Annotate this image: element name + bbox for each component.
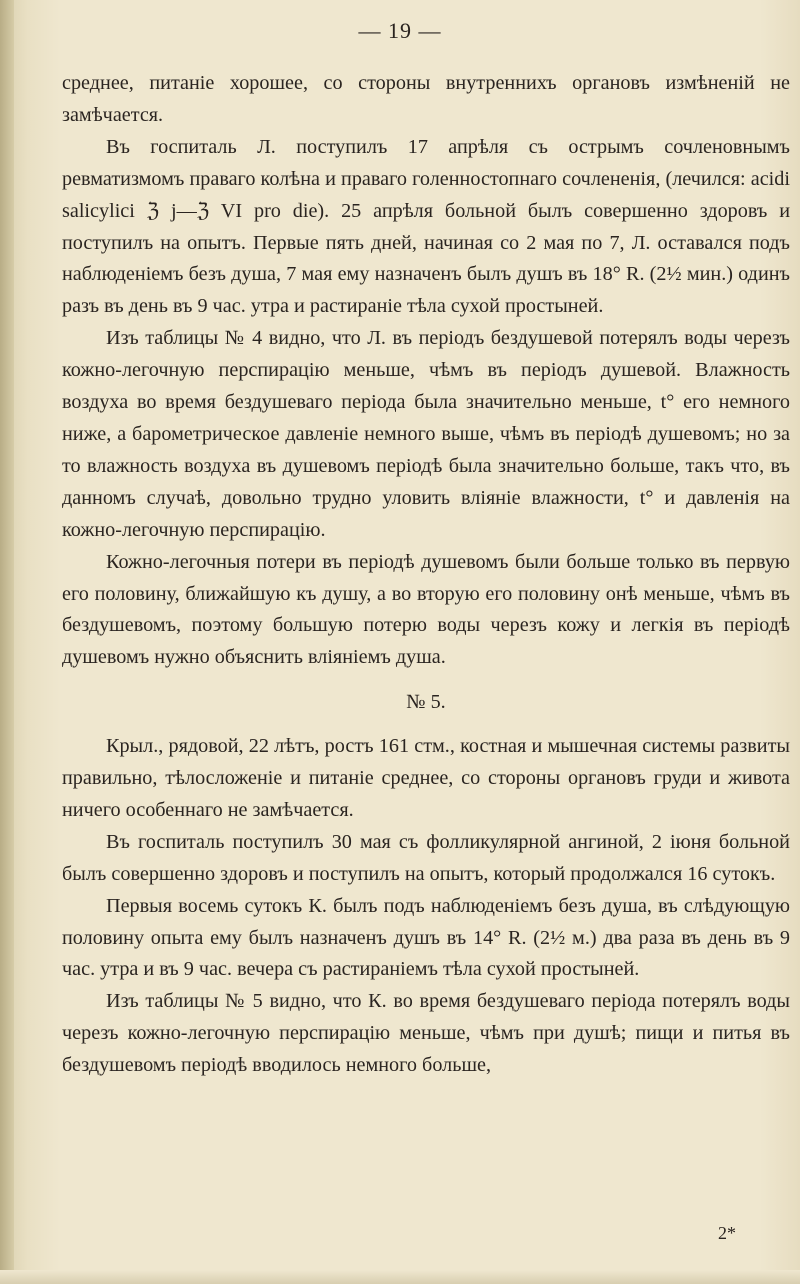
paragraph: Первыя восемь сутокъ К. былъ подъ наблюденіемъ безъ душа, въ слѣдующую половину опыта ему былъ назначенъ душъ въ 14° R. (2½ м.) два раза въ день въ 9 час. утра и въ 9 час. вечера съ растираніемъ тѣла сухой простыней.	[62, 894, 790, 981]
body-text	[62, 68, 790, 1082]
paragraph: Изъ таблицы № 4 видно, что Л. въ періодъ бездушевой потерялъ воды черезъ кожно-легочную перспирацію меньше, чѣмъ въ періодъ душевой. Влажность воздуха во время бездушеваго періода была значительно меньше, t° его немного ниже, а барометрическое давленіе немного выше, чѣмъ въ періодѣ душевомъ; но за то влажность воздуха въ душевомъ періодѣ была значительно больше, такъ что, въ данномъ случаѣ, довольно трудно уловить вліяніе влажности, t° и давленія на кожно-легочную перспирацію.	[62, 327, 790, 541]
paragraph: Въ госпиталь поступилъ 30 мая съ фолликулярной ангиной, 2 іюня больной былъ совершенно здоровъ и поступилъ на опытъ, который продолжался 16 сутокъ.	[62, 830, 790, 885]
paragraph: Кожно-легочныя потери въ періодѣ душевомъ были больше только въ первую его половину, ближайшую къ душу, а во вторую его половину онѣ меньше, чѣмъ въ бездушевомъ, поэтому большую потерю воды черезъ кожу и легкія въ періодѣ душевомъ нужно объяснить вліяніемъ душа.	[62, 550, 790, 669]
paragraph: Изъ таблицы № 5 видно, что К. во время бездушеваго періода потерялъ воды черезъ кожно-легочную перспирацію меньше, чѣмъ при душѣ; пищи и питья въ бездушевомъ періодѣ вводилось немного больше,	[62, 990, 790, 1077]
page-number: — 19 —	[358, 18, 442, 43]
paragraph: Крыл., рядовой, 22 лѣтъ, ростъ 161 стм., костная и мышечная системы развиты правильно, тѣлосложеніе и питаніе среднее, со стороны органовъ груди и живота ничего особеннаго не замѣчается.	[62, 735, 790, 821]
section-heading: № 5.	[406, 691, 446, 714]
signature-mark: 2*	[718, 1223, 736, 1243]
binding-gutter	[0, 0, 14, 1284]
page-bottom-edge	[0, 1270, 800, 1284]
paragraph: среднее, питаніе хорошее, со стороны внутреннихъ органовъ измѣненій не замѣчается.	[62, 72, 790, 126]
paragraph: Въ госпиталь Л. поступилъ 17 апрѣля съ острымъ сочленовнымъ ревматизмомъ праваго колѣна и праваго голенностопнаго сочлененія, (лечился: acidi salicylici ℨ j—ℨ VI pro die). 25 апрѣля больной былъ совершенно здоровъ и поступилъ на опытъ. Первые пять дней, начиная со 2 мая по 7, Л. оставался подъ наблюденіемъ безъ душа, 7 мая ему назначенъ былъ душъ въ 18° R. (2½ мин.) одинъ разъ въ день въ 9 час. утра и растираніе тѣла сухой простыней.	[62, 135, 790, 318]
